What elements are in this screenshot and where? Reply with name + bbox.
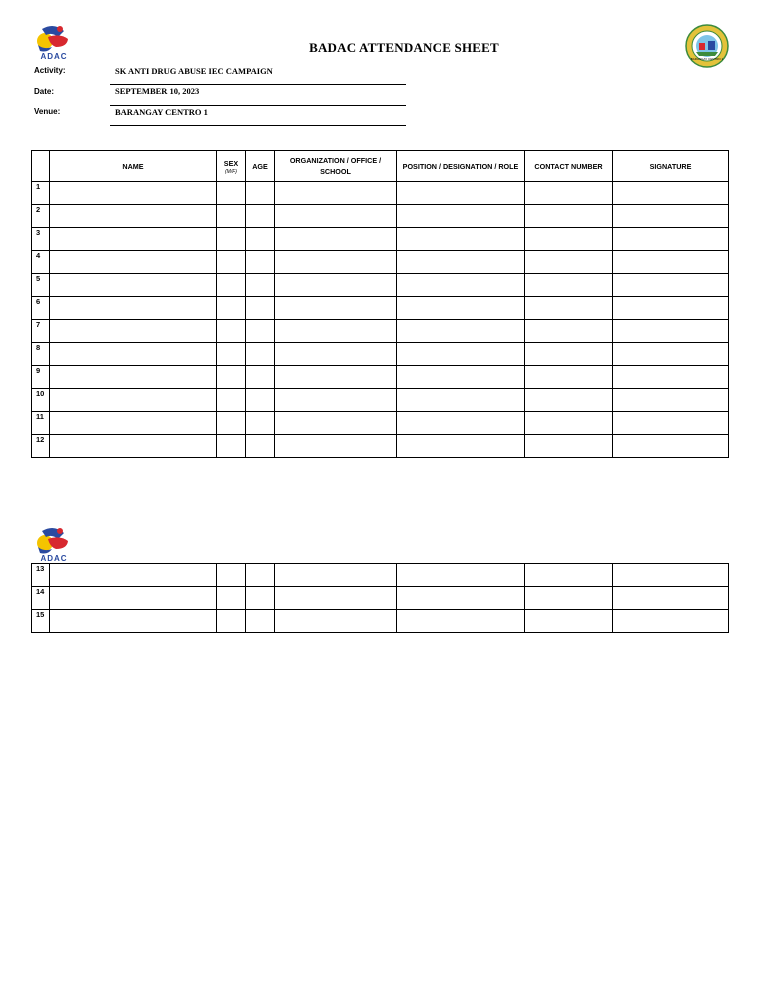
name-cell[interactable] [50, 587, 217, 610]
contact-cell[interactable] [525, 343, 613, 366]
table-row [32, 412, 729, 435]
organization-cell[interactable] [275, 182, 397, 205]
contact-cell[interactable] [525, 435, 613, 458]
position-cell[interactable] [397, 205, 525, 228]
position-cell[interactable] [397, 274, 525, 297]
contact-cell[interactable] [525, 205, 613, 228]
signature-cell[interactable] [613, 610, 729, 633]
signature-cell[interactable] [613, 564, 729, 587]
table-row [32, 366, 729, 389]
sex-cell[interactable] [217, 435, 246, 458]
signature-cell[interactable] [613, 389, 729, 412]
name-cell[interactable] [50, 251, 217, 274]
sex-cell[interactable] [217, 205, 246, 228]
contact-cell[interactable] [525, 366, 613, 389]
contact-cell[interactable] [525, 587, 613, 610]
age-cell[interactable] [246, 274, 275, 297]
signature-cell[interactable] [613, 412, 729, 435]
col-sex-sub: (M/F) [225, 168, 237, 175]
position-cell[interactable] [397, 389, 525, 412]
sex-cell[interactable] [217, 366, 246, 389]
row-number: 3 [32, 228, 50, 251]
signature-cell[interactable] [613, 205, 729, 228]
name-cell[interactable] [50, 297, 217, 320]
age-cell[interactable] [246, 435, 275, 458]
adac-logo-page2-text: ADAC [40, 554, 68, 563]
sex-cell[interactable] [217, 182, 246, 205]
signature-cell[interactable] [613, 182, 729, 205]
contact-cell[interactable] [525, 182, 613, 205]
table-row [32, 435, 729, 458]
contact-cell[interactable] [525, 564, 613, 587]
contact-cell[interactable] [525, 389, 613, 412]
name-cell[interactable] [50, 274, 217, 297]
row-number: 9 [32, 366, 50, 389]
signature-cell[interactable] [613, 297, 729, 320]
col-name: NAME [50, 151, 217, 182]
age-cell[interactable] [246, 205, 275, 228]
page-title: BADAC ATTENDANCE SHEET [309, 40, 499, 55]
row-number: 5 [32, 274, 50, 297]
row-number: 12 [32, 435, 50, 458]
signature-cell[interactable] [613, 587, 729, 610]
contact-cell[interactable] [525, 251, 613, 274]
age-cell[interactable] [246, 564, 275, 587]
activity-label: Activity: [34, 66, 66, 75]
table-row [32, 297, 729, 320]
table-row [32, 320, 729, 343]
venue-label: Venue: [34, 107, 61, 116]
organization-cell[interactable] [275, 274, 397, 297]
sex-cell[interactable] [217, 587, 246, 610]
table-row [32, 343, 729, 366]
position-cell[interactable] [397, 297, 525, 320]
attendance-table-page2 [31, 563, 729, 633]
barangay-seal [685, 24, 729, 68]
date-underline [110, 105, 406, 106]
row-number: 14 [32, 587, 50, 610]
position-cell[interactable] [397, 366, 525, 389]
position-cell[interactable] [397, 182, 525, 205]
age-cell[interactable] [246, 389, 275, 412]
organization-cell[interactable] [275, 320, 397, 343]
row-number: 6 [32, 297, 50, 320]
sex-cell[interactable] [217, 228, 246, 251]
contact-cell[interactable] [525, 610, 613, 633]
contact-cell[interactable] [525, 274, 613, 297]
attendance-table [31, 150, 729, 458]
name-cell[interactable] [50, 389, 217, 412]
contact-cell[interactable] [525, 412, 613, 435]
signature-cell[interactable] [613, 435, 729, 458]
position-cell[interactable] [397, 412, 525, 435]
position-cell[interactable] [397, 320, 525, 343]
organization-cell[interactable] [275, 564, 397, 587]
date-label: Date: [34, 87, 55, 96]
sex-cell[interactable] [217, 320, 246, 343]
age-cell[interactable] [246, 610, 275, 633]
name-cell[interactable] [50, 320, 217, 343]
position-cell[interactable] [397, 251, 525, 274]
row-number: 10 [32, 389, 50, 412]
name-cell[interactable] [50, 366, 217, 389]
col-contact: CONTACT NUMBER [525, 151, 613, 182]
name-cell[interactable] [50, 564, 217, 587]
row-number: 11 [32, 412, 50, 435]
row-number: 2 [32, 205, 50, 228]
table-row [32, 251, 729, 274]
col-signature: SIGNATURE [613, 151, 729, 182]
table-row [32, 610, 729, 633]
table-row [32, 228, 729, 251]
age-cell[interactable] [246, 343, 275, 366]
name-cell[interactable] [50, 182, 217, 205]
col-organization: ORGANIZATION / OFFICE / SCHOOL [275, 151, 397, 182]
contact-cell[interactable] [525, 228, 613, 251]
col-position: POSITION / DESIGNATION / ROLE [397, 151, 525, 182]
seal-text: BARANGAY CENTRO 1 [690, 57, 724, 61]
table-row [32, 205, 729, 228]
age-cell[interactable] [246, 251, 275, 274]
position-cell[interactable] [397, 228, 525, 251]
date-value: SEPTEMBER 10, 2023 [115, 86, 200, 96]
position-cell[interactable] [397, 587, 525, 610]
name-cell[interactable] [50, 228, 217, 251]
organization-cell[interactable] [275, 412, 397, 435]
sex-cell[interactable] [217, 274, 246, 297]
signature-cell[interactable] [613, 228, 729, 251]
age-cell[interactable] [246, 587, 275, 610]
venue-underline [110, 125, 406, 126]
name-cell[interactable] [50, 435, 217, 458]
row-number: 13 [32, 564, 50, 587]
signature-cell[interactable] [613, 320, 729, 343]
contact-cell[interactable] [525, 297, 613, 320]
organization-cell[interactable] [275, 343, 397, 366]
table-row [32, 389, 729, 412]
row-number: 8 [32, 343, 50, 366]
row-number: 7 [32, 320, 50, 343]
position-cell[interactable] [397, 435, 525, 458]
sex-cell[interactable] [217, 297, 246, 320]
sex-cell[interactable] [217, 343, 246, 366]
venue-value: BARANGAY CENTRO 1 [115, 107, 208, 117]
position-cell[interactable] [397, 564, 525, 587]
organization-cell[interactable] [275, 389, 397, 412]
table-row [32, 274, 729, 297]
name-cell[interactable] [50, 343, 217, 366]
organization-cell[interactable] [275, 251, 397, 274]
age-cell[interactable] [246, 228, 275, 251]
position-cell[interactable] [397, 343, 525, 366]
table-header-row [32, 151, 729, 182]
col-sex [217, 151, 246, 182]
col-number [32, 151, 50, 182]
organization-cell[interactable] [275, 205, 397, 228]
age-cell[interactable] [246, 412, 275, 435]
sex-cell[interactable] [217, 389, 246, 412]
table-row [32, 587, 729, 610]
signature-cell[interactable] [613, 343, 729, 366]
signature-cell[interactable] [613, 366, 729, 389]
table-row [32, 182, 729, 205]
activity-underline [110, 84, 406, 85]
organization-cell[interactable] [275, 435, 397, 458]
sex-cell[interactable] [217, 412, 246, 435]
sex-cell[interactable] [217, 610, 246, 633]
organization-cell[interactable] [275, 587, 397, 610]
sex-cell[interactable] [217, 564, 246, 587]
adac-logo-text: ADAC [40, 52, 68, 61]
age-cell[interactable] [246, 182, 275, 205]
activity-value: SK ANTI DRUG ABUSE IEC CAMPAIGN [115, 66, 273, 76]
row-number: 4 [32, 251, 50, 274]
signature-cell[interactable] [613, 251, 729, 274]
col-age: AGE [246, 151, 275, 182]
table-row [32, 564, 729, 587]
row-number: 15 [32, 610, 50, 633]
age-cell[interactable] [246, 297, 275, 320]
organization-cell[interactable] [275, 228, 397, 251]
col-sex-label: SEX [223, 158, 239, 168]
name-cell[interactable] [50, 412, 217, 435]
organization-cell[interactable] [275, 297, 397, 320]
row-number: 1 [32, 182, 50, 205]
age-cell[interactable] [246, 320, 275, 343]
age-cell[interactable] [246, 366, 275, 389]
name-cell[interactable] [50, 205, 217, 228]
contact-cell[interactable] [525, 320, 613, 343]
sex-cell[interactable] [217, 251, 246, 274]
name-cell[interactable] [50, 610, 217, 633]
organization-cell[interactable] [275, 610, 397, 633]
signature-cell[interactable] [613, 274, 729, 297]
organization-cell[interactable] [275, 366, 397, 389]
adac-logo-page2 [34, 525, 74, 563]
position-cell[interactable] [397, 610, 525, 633]
